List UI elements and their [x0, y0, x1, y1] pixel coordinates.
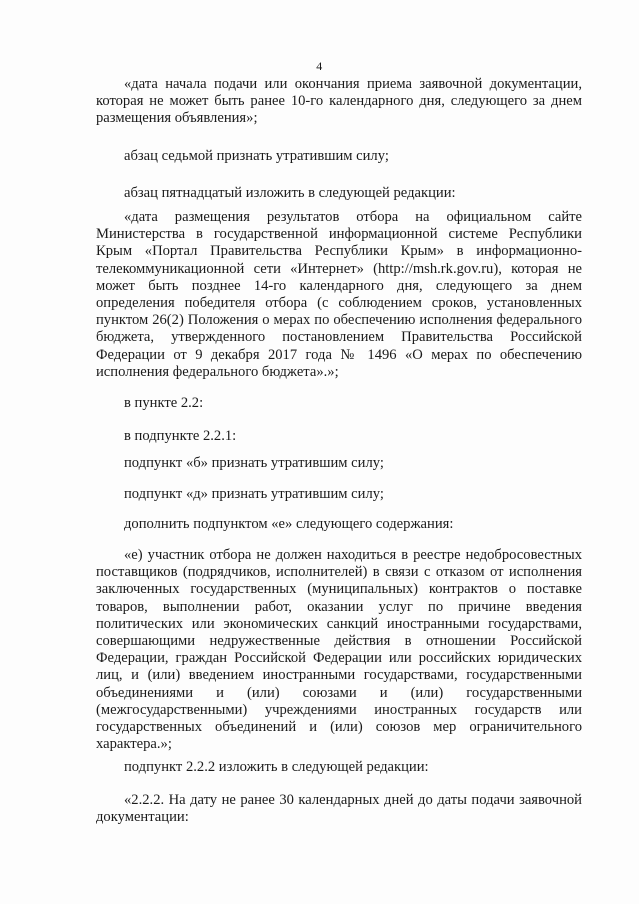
paragraph-fifteenth-edit: абзац пятнадцатый изложить в следующей редакции:: [124, 185, 456, 201]
paragraph-application-date: «дата начала подачи или окончания приема заявочной документации, которая не может быть ранее 10-го календарного дня, следующего за днем размещения объявления»;: [96, 76, 582, 127]
paragraph-add-subclause-e: дополнить подпунктом «е» следующего содержания:: [124, 516, 454, 532]
paragraph-subclause-b-invalid: подпункт «б» признать утратившим силу;: [124, 455, 384, 471]
paragraph-subclause-2-2-1: в подпункте 2.2.1:: [124, 428, 237, 444]
paragraph-seventh-invalid: абзац седьмой признать утратившим силу;: [124, 148, 389, 164]
paragraph-subclause-d-invalid: подпункт «д» признать утратившим силу;: [124, 486, 384, 502]
paragraph-subclause-2-2-2-edit: подпункт 2.2.2 изложить в следующей редакции:: [124, 759, 429, 775]
page-number: 4: [316, 59, 323, 73]
paragraph-subclause-2-2-2-text: «2.2.2. На дату не ранее 30 календарных дней до даты подачи заявочной документации:: [96, 792, 582, 826]
paragraph-clause-2-2: в пункте 2.2:: [124, 395, 204, 411]
paragraph-results-publication: «дата размещения результатов отбора на официальном сайте Министерства в государственной информационной системе Республики Крым «Портал Правительства Республики Крым» в информационно-телекоммуникационной сети «Интернет» (http://msh.rk.gov.ru), которая не может быть позднее 14-го календарного дня, следующего за днем определения победителя отбора (с соблюдением сроков, установленных пунктом 26(2) Положения о мерах по обеспечению исполнения федерального бюджета, утвержденного постановлением Правительства Российской Федерации от 9 декабря 2017 года № 1496 «О мерах по обеспечению исполнения федерального бюджета».»;: [96, 209, 582, 380]
paragraph-subclause-e-text: «е) участник отбора не должен находиться в реестре недобросовестных поставщиков (подрядчиков, исполнителей) в связи с отказом от исполнения заключенных государственных (муниципальных) контрактов о поставке товаров, выполнении работ, оказании услуг по причине введения политических или экономических санкций иностранными государствами, совершающими недружественные действия в отношении Российской Федерации, граждан Российской Федерации или российских юридических лиц, и (или) введением иностранными государствами, государственными объединениями и (или) союзами и (или) государственными (межгосударственными) учреждениями иностранных государств или государственных объединений и (или) союзов мер ограничительного характера.»;: [96, 547, 582, 753]
